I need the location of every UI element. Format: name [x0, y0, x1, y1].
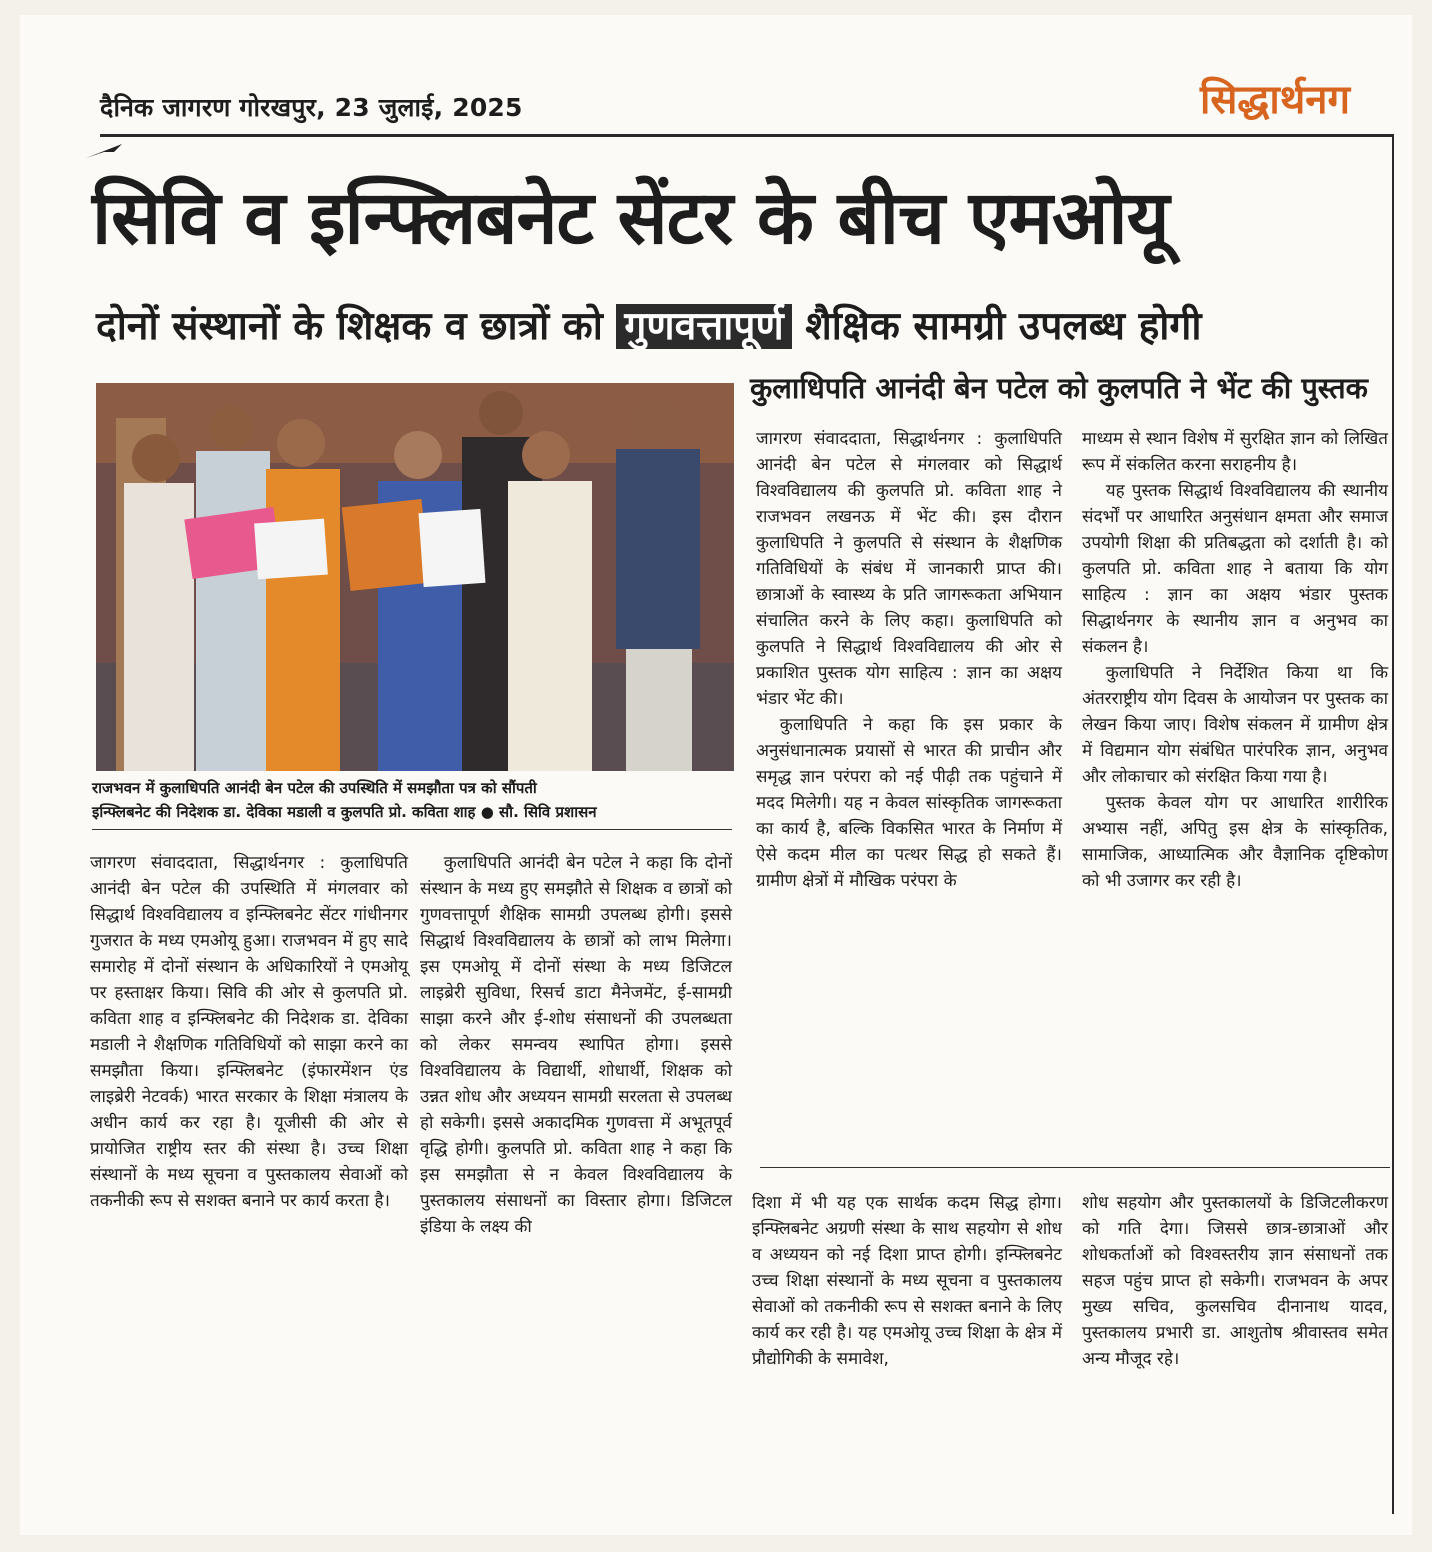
main-story-col-4 — [1082, 1190, 1388, 1372]
paragraph: कुलाधिपति आनंदी बेन पटेल ने कहा कि दोनों संस्थान के मध्य हुए समझौते से शिक्षक व छात्रों को गुणवत्तापूर्ण शैक्षिक सामग्री उपलब्ध होगी। इससे सिद्धार्थ विश्वविद्यालय के छात्रों को लाभ मिलेगा। इस एमओयू में दोनों संस्था के मध्य डिजिटल लाइब्रेरी सुविधा, रिसर्च डाटा मैनेजमेंट, ई-सामग्री साझा करने और ई-शोध संसाधनों की उपलब्धता को लेकर समन्वय स्थापित होगा। इससे विश्वविद्यालय के विद्यार्थी, शोधार्थी, शिक्षक को उन्नत शोध और अध्ययन सामग्री सरलता से उपलब्ध हो सकेगी। इससे अकादमिक गुणवत्ता में अभूतपूर्व वृद्धि होगी। कुलपति प्रो. कविता शाह ने कहा कि इस समझौता से न केवल विश्वविद्यालय के पुस्तकालय संसाधनों का विस्तार होगा। डिजिटल इंडिया के लक्ष्य की — [420, 853, 732, 1237]
paragraph: यह पुस्तक सिद्धार्थ विश्वविद्यालय की स्थानीय संदर्भों पर आधारित अनुसंधान क्षमता और समाज उपयोगी शिक्षा की प्रतिबद्धता को दर्शाती है। को कुलपति प्रो. कविता शाह ने बताया कि योग साहित्य : ज्ञान का अक्षय भंडार पुस्तक सिद्धार्थनगर के स्थानीय ज्ञान व अनुभव का संकलन है। — [1082, 481, 1388, 657]
subhead-part1: दोनों संस्थानों के शिक्षक व छात्रों को — [96, 304, 617, 349]
subheadline — [96, 302, 1386, 352]
paragraph: कुलाधिपति ने कहा कि इस प्रकार के अनुसंधानात्मक प्रयासों से भारत की प्राचीन और समृद्ध ज्ञान परंपरा को नई पीढ़ी तक पहुंचाने में मदद मिलेगी। यह न केवल सांस्कृतिक जागरूकता का कार्य है, बल्कि विकसित भारत के निर्माण में ऐसे कदम मील का पत्थर सिद्ध हो सकते हैं। ग्रामीण क्षेत्रों में मौखिक परंपरा के — [756, 715, 1062, 891]
person-7 — [616, 399, 700, 771]
paragraph: जागरण संवाददाता, सिद्धार्थनगर : कुलाधिपति आनंदी बेन पटेल की उपस्थिति में मंगलवार को सिद्धार्थ विश्वविद्यालय व इन्फ्लिबनेट सेंटर गांधीनगर गुजरात के मध्य एमओयू हुआ। राजभवन में हुए सादे समारोह में दोनों संस्थान के अधिकारियों ने एमओयू पर हस्ताक्षर किया। सिवि की ओर से कुलपति प्रो. कविता शाह व इन्फ्लिबनेट की निदेशक डा. देविका मडाली ने शैक्षणिक गतिविधियों को साझा करने का समझौता किया। इन्फ्लिबनेट (इंफारमेंशन एंड लाइब्रेरी नेटवर्क) भारत सरकार के शिक्षा मंत्रालय के अधीन कार्य कर रहा है। यूजीसी की ओर से प्रायोजित राष्ट्रीय स्तर की संस्था है। उच्च शिक्षा संस्थानों के मध्य सूचना व पुस्तकालय सेवाओं को तकनीकी रूप से सशक्त बनाने पर कार्य करता है। — [90, 853, 408, 1211]
person-6 — [508, 431, 592, 771]
event-photo — [96, 383, 734, 771]
main-story-col-3 — [752, 1190, 1062, 1372]
photo-caption — [92, 776, 732, 824]
person-3 — [266, 419, 340, 771]
main-story-col-1 — [90, 850, 408, 1214]
headline: सिवि व इन्फ्लिबनेट सेंटर के बीच एमओयू — [92, 175, 1169, 261]
caption-line-2: इन्फ्लिबनेट की निदेशक डा. देविका मडाली व कुलपति प्रो. कविता शाह ● सौ. सिवि प्रशासन — [92, 803, 597, 821]
paragraph: दिशा में भी यह एक सार्थक कदम सिद्ध होगा। इन्फ्लिबनेट अग्रणी संस्था के साथ सहयोग से शोध व अध्ययन को नई दिशा प्राप्त होगी। इन्फ्लिबनेट उच्च शिक्षा संस्थानों के मध्य सूचना व पुस्तकालय सेवाओं को तकनीकी रूप से सशक्त बनाने के लिए कार्य कर रही है। यह एमओयू उच्च शिक्षा के क्षेत्र में प्रौद्योगिकी के समावेश, — [752, 1193, 1062, 1369]
side-story-col-2 — [1082, 426, 1388, 894]
paragraph: जागरण संवाददाता, सिद्धार्थनगर : कुलाधिपति आनंदी बेन पटेल से मंगलवार को सिद्धार्थ विश्वविद्यालय की कुलपति प्रो. कविता शाह ने राजभवन लखनऊ में भेंट की। इस दौरान कुलाधिपति ने कुलपति से संस्थान के शैक्षणिक गतिविधियों के संबंध में जानकारी प्राप्त की। छात्राओं के स्वास्थ्य के प्रति जागरूकता अभियान संचालित करने के लिए कहा। कुलाधिपति को कुलपति ने सिद्धार्थ विश्वविद्यालय की ओर से प्रकाशित पुस्तक योग साहित्य : ज्ञान का अक्षय भंडार भेंट की। — [756, 429, 1062, 709]
paragraph: कुलाधिपति ने निर्देशित किया था कि अंतरराष्ट्रीय योग दिवस के आयोजन पर पुस्तक का लेखन किया जाए। विशेष संकलन में ग्रामीण क्षेत्र में विद्यमान योग संबंधित पारंपरिक ज्ञान, अनुभव और लोकाचार को संरक्षित किया गया है। — [1082, 663, 1388, 787]
subhead-boxed-word: गुणवत्तापूर्ण — [616, 304, 791, 349]
side-story-col-1 — [756, 426, 1062, 894]
dateline: दैनिक जागरण गोरखपुर, 23 जुलाई, 2025 — [100, 93, 523, 122]
main-story-col-2 — [420, 850, 732, 1240]
edition-city: सिद्धार्थनग — [1200, 77, 1350, 123]
quill-icon — [84, 140, 124, 160]
caption-line-1: राजभवन में कुलाधिपति आनंदी बेन पटेल की उपस्थिति में समझौता पत्र को सौंपती — [92, 779, 537, 797]
person-1 — [124, 434, 194, 771]
page-border — [1392, 134, 1394, 1514]
paragraph: माध्यम से स्थान विशेष में सुरक्षित ज्ञान को लिखित रूप में संकलित करना सराहनीय है। — [1082, 429, 1388, 475]
paragraph: शोध सहयोग और पुस्तकालयों के डिजिटलीकरण को गति देगा। जिससे छात्र-छात्राओं और शोधकर्ताओं को विश्वस्तरीय ज्ञान संसाधनों तक सहज पहुंच प्राप्त हो सकेगी। राजभवन के अपर मुख्य सचिव, कुलसचिव दीनानाथ यादव, पुस्तकालय प्रभारी डा. आशुतोष श्रीवास्तव समेत अन्य मौजूद रहे। — [1082, 1193, 1388, 1369]
person-2 — [196, 406, 270, 771]
column-rule — [760, 1167, 1390, 1168]
subhead-part2: शैक्षिक सामग्री उपलब्ध होगी — [791, 304, 1202, 349]
masthead-rule — [100, 134, 1392, 137]
person-4 — [378, 431, 468, 771]
caption-rule — [92, 829, 732, 830]
side-story-title: कुलाधिपति आनंदी बेन पटेल को कुलपति ने भेंट की पुस्तक — [750, 371, 1368, 405]
paragraph: पुस्तक केवल योग पर आधारित शारीरिक अभ्यास नहीं, अपितु इस क्षेत्र के सांस्कृतिक, सामाजिक, आध्यात्मिक और वैज्ञानिक दृष्टिकोण को भी उजागर कर रही है। — [1082, 793, 1388, 891]
